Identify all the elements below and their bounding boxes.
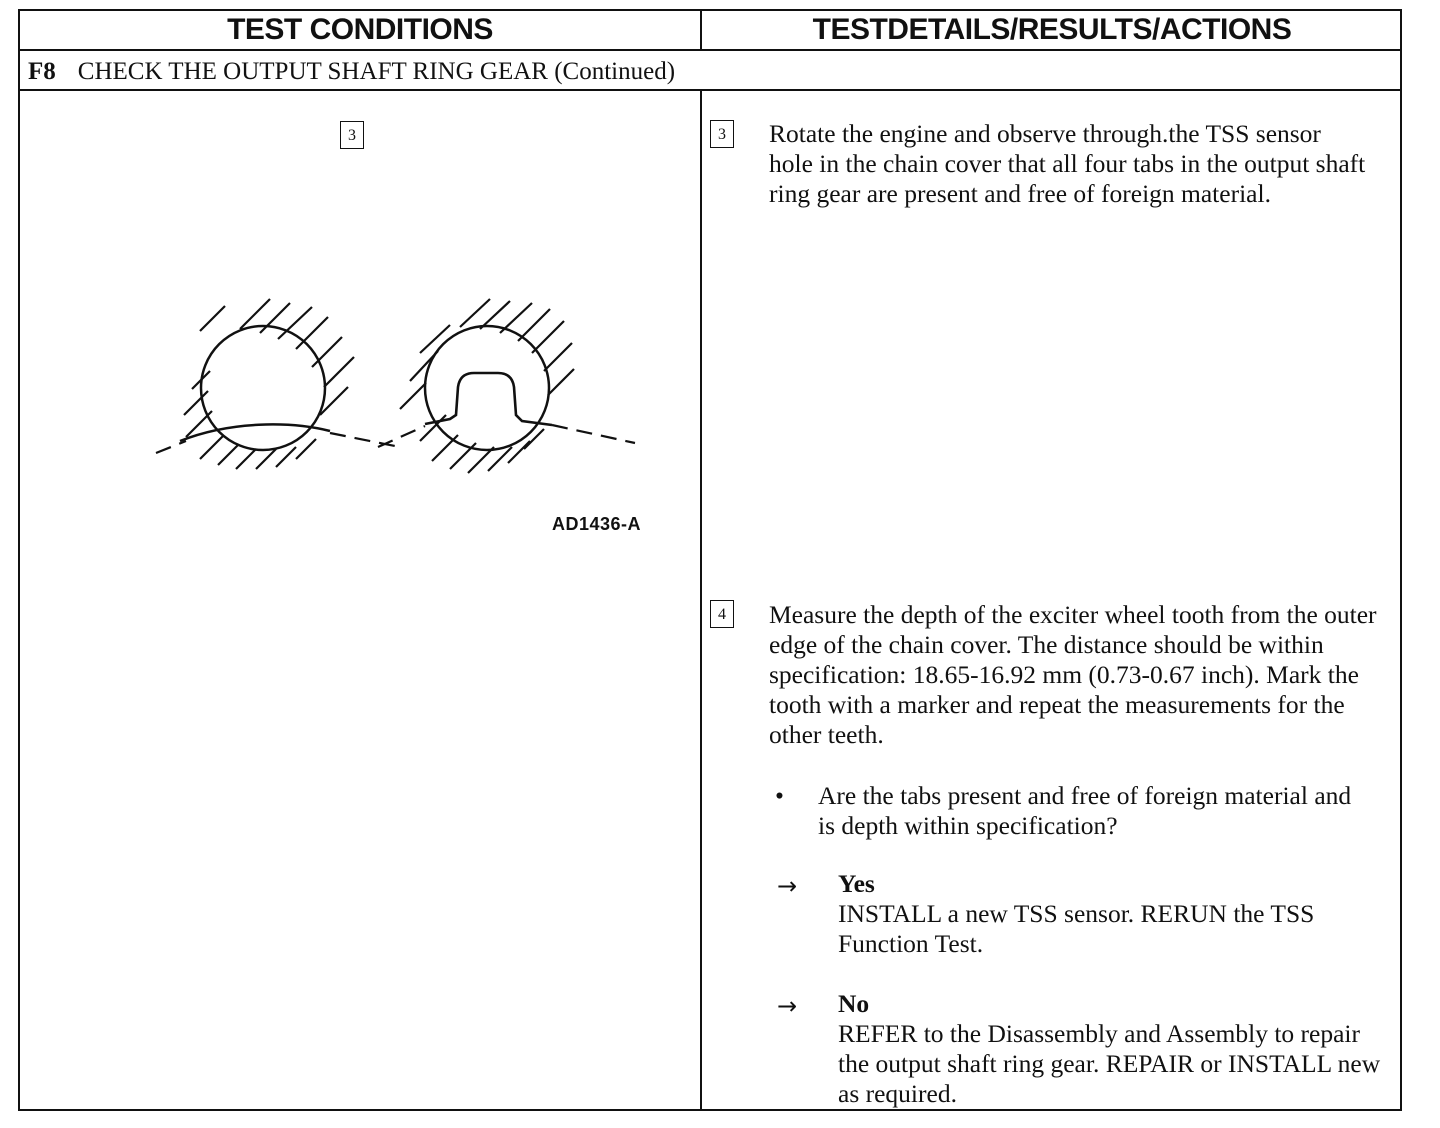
yes-label: Yes: [838, 869, 875, 898]
header-test-details: TESTDETAILS/RESULTS/ACTIONS: [812, 13, 1292, 46]
header-column-divider: [700, 11, 702, 49]
figure-code: AD1436-A: [552, 514, 642, 534]
header-divider: [20, 49, 1400, 51]
question-bullet: •: [775, 781, 784, 810]
section-code: F8: [28, 58, 56, 85]
no-label: No: [838, 989, 870, 1018]
step-4-box: 4: [710, 600, 734, 628]
question-text: Are the tabs present and free of foreign material and is depth within specification?: [818, 781, 1352, 840]
step-3-box: 3: [710, 120, 734, 148]
section-title-row: [28, 57, 675, 87]
section-title: CHECK THE OUTPUT SHAFT RING GEAR (Continued): [77, 58, 676, 85]
ring-gear-tabs-icon: [120, 291, 660, 491]
figure-step-box: 3: [340, 121, 364, 149]
header-test-conditions: TEST CONDITIONS: [227, 13, 493, 46]
procedure-table: [18, 9, 1402, 1111]
no-arrow-icon: →: [777, 992, 798, 1020]
section-divider: [20, 89, 1400, 91]
column-divider: [700, 91, 702, 1111]
yes-arrow-icon: →: [777, 872, 798, 900]
yes-text: INSTALL a new TSS sensor. RERUN the TSS Function Test.: [838, 899, 1315, 958]
step-4-text: Measure the depth of the exciter wheel tooth from the outer edge of the chain cover. The distance should be within specification: 18.65-16.92 mm (0.73-0.67 inch). Mark the tooth with a marker and repeat the measurements for the other teeth.: [769, 600, 1377, 749]
step-3-text: Rotate the engine and observe through.the TSS sensor hole in the chain cover that all four tabs in the output shaft ring gear are present and free of foreign material.: [769, 119, 1366, 208]
no-text: REFER to the Disassembly and Assembly to repair the output shaft ring gear. REPAIR or INSTALL new as required.: [838, 1019, 1381, 1108]
